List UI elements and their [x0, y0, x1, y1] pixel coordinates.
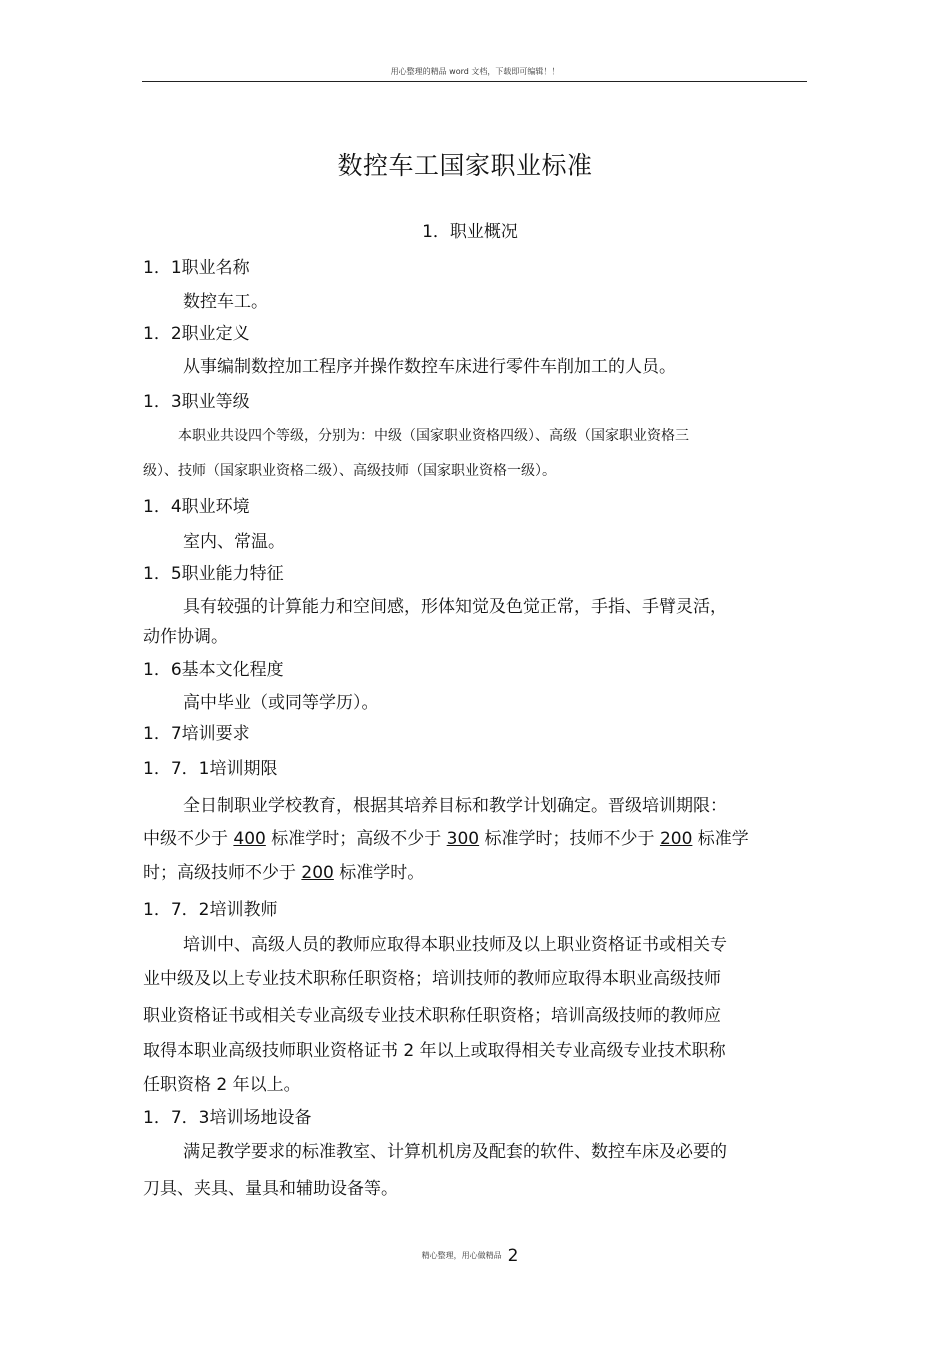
s1-7-3-line1: 满足教学要求的标准教室、计算机机房及配套的软件、数控车床及必要的	[183, 1142, 727, 1162]
header-rule	[142, 81, 807, 82]
hours-senior-technician: 200	[301, 863, 334, 883]
s1-3-line1: 本职业共设四个等级，分别为：中级（国家职业资格四级）、高级（国家职业资格三	[178, 428, 689, 444]
s1-2-body: 从事编制数控加工程序并操作数控车床进行零件车削加工的人员。	[183, 357, 676, 377]
s1-7-3-heading: 1．7．3培训场地设备	[143, 1108, 312, 1128]
s1-7-3-line2: 刀具、夹具、量具和辅助设备等。	[143, 1179, 398, 1199]
page-footer	[0, 1246, 940, 1266]
s1-7-1-line2-text-c: 标准学时；技师不少于	[479, 829, 660, 849]
s1-7-2-line5: 任职资格 2 年以上。	[143, 1075, 301, 1095]
s1-4-heading: 1．4职业环境	[143, 497, 250, 517]
s1-5-heading: 1．5职业能力特征	[143, 564, 284, 584]
s1-5-line2: 动作协调。	[143, 627, 228, 647]
s1-7-2-heading: 1．7．2培训教师	[143, 900, 278, 920]
s1-7-1-heading: 1．7．1培训期限	[143, 759, 278, 779]
s1-7-1-line2-text-b: 标准学时；高级不少于	[265, 829, 447, 849]
s1-3-heading: 1．3职业等级	[143, 392, 250, 412]
s1-7-2-line4: 取得本职业高级技师职业资格证书 2 年以上或取得相关专业高级专业技术职称	[143, 1041, 726, 1061]
document-title: 数控车工国家职业标准	[337, 151, 593, 180]
s1-4-body: 室内、常温。	[183, 532, 285, 552]
s1-7-2-line1: 培训中、高级人员的教师应取得本职业技师及以上职业资格证书或相关专	[183, 935, 727, 955]
section-1-heading: 1．职业概况	[422, 222, 518, 242]
s1-7-2-line3: 职业资格证书或相关专业高级专业技术职称任职资格；培训高级技师的教师应	[143, 1006, 721, 1026]
s1-7-1-line3-text-b: 标准学时。	[333, 863, 425, 883]
hours-intermediate: 400	[233, 829, 266, 849]
footer-text: 精心整理，用心做精品	[421, 1251, 502, 1260]
s1-2-heading: 1．2职业定义	[143, 324, 250, 344]
page-header-text: 用心整理的精品 word 文档，下载即可编辑！！	[390, 67, 560, 76]
s1-7-1-line3-text-a: 时；高级技师不少于	[143, 863, 302, 883]
page-number: 2	[507, 1246, 519, 1266]
s1-3-line2: 级）、技师（国家职业资格二级）、高级技师（国家职业资格一级）。	[143, 463, 556, 479]
s1-7-heading: 1．7培训要求	[143, 724, 250, 744]
s1-7-2-line2: 业中级及以上专业技术职称任职资格；培训技师的教师应取得本职业高级技师	[143, 969, 721, 989]
s1-5-line1: 具有较强的计算能力和空间感，形体知觉及色觉正常，手指、手臂灵活，	[183, 597, 727, 617]
s1-7-1-line2-text-a: 中级不少于	[143, 829, 234, 849]
s1-1-body: 数控车工。	[183, 292, 268, 312]
s1-7-1-line2-text-d: 标准学	[692, 829, 749, 849]
hours-advanced: 300	[446, 829, 480, 849]
s1-6-heading: 1．6基本文化程度	[143, 660, 284, 680]
hours-technician: 200	[659, 829, 693, 849]
s1-1-heading: 1．1职业名称	[143, 258, 250, 278]
s1-7-1-line2	[143, 828, 749, 850]
s1-7-1-line1: 全日制职业学校教育，根据其培养目标和教学计划确定。晋级培训期限：	[183, 796, 727, 816]
s1-6-body: 高中毕业（或同等学历）。	[183, 693, 379, 713]
s1-7-1-line3	[143, 862, 424, 884]
